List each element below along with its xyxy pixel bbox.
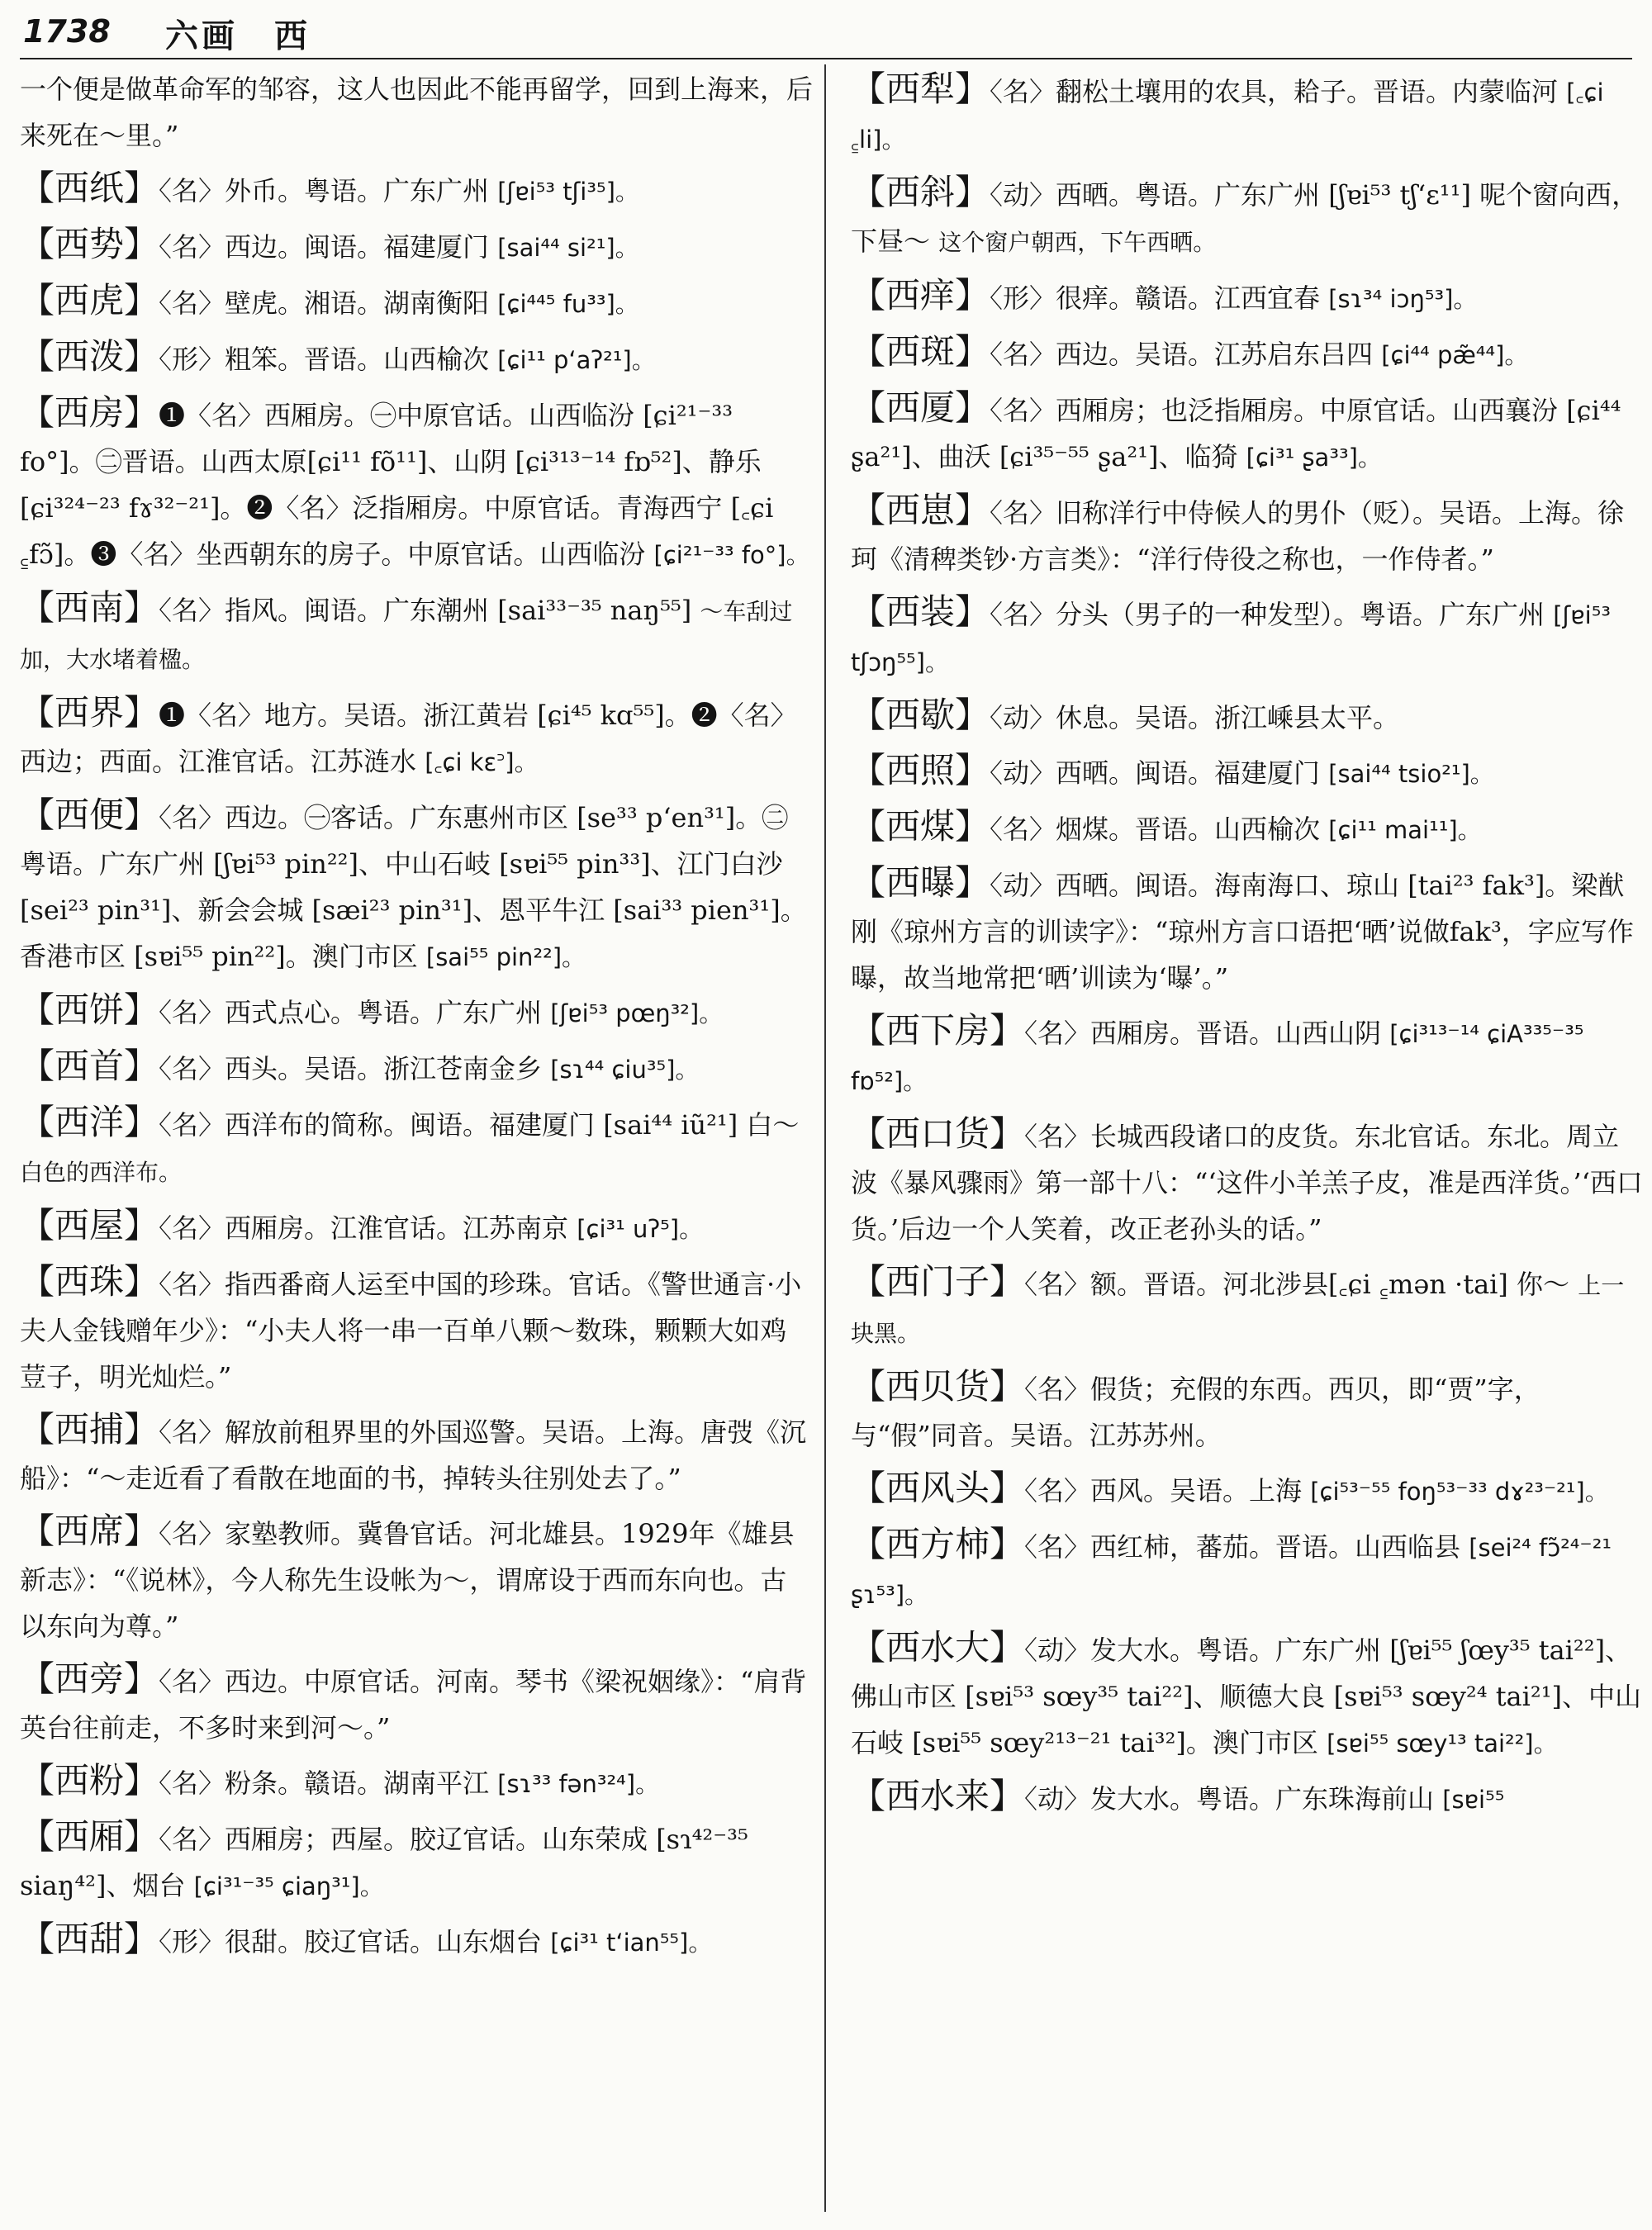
dictionary-entry xyxy=(20,690,813,785)
entry-definition: 〈名〉旧称洋行中侍候人的男仆（贬）。吴语。上海。徐珂《清稗类钞·方言类》：“洋行侍役之称也，一作侍者。” xyxy=(851,497,1625,575)
entry-pronunciation: 白色的西洋布。 xyxy=(20,1159,183,1186)
entry-definition: ❶〈名〉西厢房。㊀中原官话。山西临汾 [ɕi²¹⁻³³ fo°]。㊁晋语。山西太原[ɕi¹¹ fõ¹¹]、山阴 [ɕi³¹³⁻¹⁴ fɒ⁵²]、静乐[ɕi³²⁴⁻²³ fɤ³²⁻²¹]。❷〈名〉泛指厢房。中原官话。青海西宁 [꜀ɕi ꜁fɔ̃]。❸〈名〉坐西朝东的房子。中原官话。山西临汾 xyxy=(20,400,774,570)
entry-definition: 〈名〉指西番商人运至中国的珍珠。官话。《警世通言·小夫人金钱赠年少》：“小夫人将一串一百单八颗～数珠，颗颗大如鸡荳子，明光灿烂。” xyxy=(20,1269,802,1393)
entry-headword: 【西斑】 xyxy=(851,331,990,372)
dictionary-entry xyxy=(851,1364,1644,1459)
entry-definition: 〈名〉外币。粤语。广东广州 xyxy=(159,175,490,206)
dictionary-entry xyxy=(851,692,1644,741)
entry-definition: 〈名〉西厢房；也泛指厢房。中原官话。山西襄汾 [ɕi⁴⁴ ʂa²¹]、曲沃 [ɕi³⁵⁻⁵⁵ ʂa²¹]、临猗 xyxy=(851,395,1621,472)
entry-pronunciation: [ɕi³¹⁻³⁵ ɕiaŋ³¹]。 xyxy=(193,1872,384,1900)
dictionary-entry xyxy=(851,1521,1644,1618)
dictionary-entry xyxy=(851,66,1644,163)
entry-headword: 【西厢】 xyxy=(20,1816,159,1857)
entry-pronunciation: [ʃɐi⁵³ pœŋ³²]。 xyxy=(550,999,724,1027)
entry-pronunciation: [ʃɐi⁵³ tʃi³⁵]。 xyxy=(497,178,639,206)
entry-definition: 〈名〉家塾教师。冀鲁官话。河北雄县。1929年《雄县新志》：“《说林》，今人称先生设帐为～，谓席设于西而东向也。古以东向为尊。” xyxy=(20,1518,795,1642)
entry-definition: 〈名〉西式点心。粤语。广东广州 xyxy=(159,997,543,1028)
entry-pronunciation: [꜀ɕi ꜁li]。 xyxy=(851,78,1604,154)
dictionary-entry xyxy=(851,1465,1644,1515)
entry-headword: 【西界】 xyxy=(20,692,159,733)
dictionary-entry xyxy=(20,1758,813,1807)
entry-definition: 〈名〉西厢房；西屋。胶辽官话。山东荣成 [sɿ⁴²⁻³⁵ siaŋ⁴²]、烟台 xyxy=(20,1824,748,1901)
entry-pronunciation: ～车刮过加，大水堵着楹。 xyxy=(20,598,793,673)
dictionary-entry xyxy=(20,585,813,683)
entry-definition: 〈名〉指风。闽语。广东潮州 [sai³³⁻³⁵ naŋ⁵⁵] xyxy=(159,595,692,626)
entry-definition: 〈动〉西晒。闽语。福建厦门 xyxy=(990,757,1321,789)
entry-definition: 〈名〉壁虎。湘语。湖南衡阳 xyxy=(159,287,490,319)
entry-headword: 【西水来】 xyxy=(851,1776,1025,1816)
entry-definition: 〈动〉发大水。粤语。广东珠海前山 xyxy=(1024,1783,1435,1815)
column-divider xyxy=(824,64,826,2212)
dictionary-entry xyxy=(851,169,1644,266)
dictionary-entry xyxy=(851,1773,1644,1823)
entry-definition: 〈名〉西红柿，蕃茄。晋语。山西临县 xyxy=(1024,1531,1461,1563)
entry-headword: 【西门子】 xyxy=(851,1261,1025,1302)
dictionary-entry xyxy=(851,1259,1644,1357)
entry-headword: 【西洋】 xyxy=(20,1102,159,1142)
dictionary-entry xyxy=(851,747,1644,797)
entry-definition: 〈动〉西晒。闽语。海南海口、琼山 [tai²³ fak³]。梁猷刚《琼州方言的训读字》：“琼州方言口语把‘晒’说做fak³，字应写作曝，故当地常把‘晒’训读为‘曝’。” xyxy=(851,870,1634,994)
entry-definition: 〈名〉解放前租界里的外国巡警。吴语。上海。唐弢《沉船》：“～走近看了看散在地面的书，掉转头往别处去了。” xyxy=(20,1416,807,1494)
entry-definition: 〈名〉烟煤。晋语。山西榆次 xyxy=(990,814,1321,845)
entry-headword: 【西便】 xyxy=(20,795,159,835)
entry-pronunciation: [ʃɐi⁵³ tʃɔŋ⁵⁵]。 xyxy=(851,601,1611,676)
entry-definition: 〈名〉西边。吴语。江苏启东吕四 xyxy=(990,339,1374,370)
dictionary-entry xyxy=(851,1111,1644,1252)
entry-definition: 〈名〉西边。中原官话。河南。琴书《梁祝姻缘》：“肩背英台往前走，不多时来到河～。” xyxy=(20,1666,807,1744)
entry-headword: 【西房】 xyxy=(20,392,159,433)
entry-headword: 【西痒】 xyxy=(851,275,990,316)
entry-headword: 【西水大】 xyxy=(851,1627,1025,1668)
entry-pronunciation: [sɐi⁵⁵ sœy¹³ tai²²]。 xyxy=(1327,1729,1558,1758)
dictionary-entry xyxy=(20,1814,813,1910)
dictionary-entry xyxy=(851,589,1644,686)
entry-definition: 〈名〉西厢房。晋语。山西山阴 xyxy=(1024,1018,1382,1049)
entry-headword: 【西屋】 xyxy=(20,1205,159,1245)
entry-pronunciation: [sei²⁴ fɔ̃²⁴⁻²¹ ʂɿ⁵³]。 xyxy=(851,1534,1612,1609)
entry-headword: 【西装】 xyxy=(851,591,990,632)
dictionary-entry xyxy=(20,278,813,327)
entry-headword: 【西歇】 xyxy=(851,695,990,735)
entry-headword: 【西贝货】 xyxy=(851,1366,1025,1407)
entry-definition: 〈名〉长城西段诸口的皮货。东北官话。东北。周立波《暴风骤雨》第一部十八：“‘这件小羊羔子皮，准是西洋货。’‘西口货。’后边一个人笑着，改正老孙头的话。” xyxy=(851,1121,1643,1245)
dictionary-entry xyxy=(20,792,813,980)
entry-headword: 【西下房】 xyxy=(851,1010,1025,1051)
entry-headword: 【西粉】 xyxy=(20,1760,159,1801)
page-header xyxy=(0,0,1652,64)
section-heading: 六画 西 xyxy=(165,17,311,55)
dictionary-entry xyxy=(851,804,1644,853)
entry-headword: 【西方柿】 xyxy=(851,1524,1025,1564)
dictionary-entry xyxy=(20,987,813,1037)
entry-pronunciation: [ɕi³¹³⁻¹⁴ ɕiA³³⁵⁻³⁵ fɒ⁵²]。 xyxy=(851,1020,1584,1095)
dictionary-entry xyxy=(20,1407,813,1502)
entry-pronunciation: [ɕi³¹ tʻian⁵⁵]。 xyxy=(550,1929,713,1957)
entry-headword: 【西捕】 xyxy=(20,1409,159,1450)
entry-pronunciation: [ɕi⁴⁴⁵ fu³³]。 xyxy=(497,290,639,318)
entry-headword: 【西首】 xyxy=(20,1046,159,1086)
entry-headword: 【西旁】 xyxy=(20,1658,159,1699)
entry-definition: 〈名〉西头。吴语。浙江苍南金乡 xyxy=(159,1053,543,1084)
entry-pronunciation: [ɕi⁴⁴ pæ̃⁴⁴]。 xyxy=(1381,341,1529,369)
entry-pronunciation: [sɿ³³ fən³²⁴]。 xyxy=(497,1770,660,1798)
entry-pronunciation: [꜀ɕi kɛ꜄]。 xyxy=(425,748,539,776)
entry-pronunciation: 上一块黑。 xyxy=(851,1272,1625,1347)
entry-pronunciation: 这个窗户朝西，下午西晒。 xyxy=(938,229,1217,256)
entry-pronunciation: [ɕi¹¹ mai¹¹]。 xyxy=(1328,816,1482,844)
entry-headword: 【西席】 xyxy=(20,1511,159,1551)
page-number: 1738 xyxy=(23,13,111,50)
right-column xyxy=(851,66,1644,1829)
entry-definition: 〈形〉很甜。胶辽官话。山东烟台 xyxy=(159,1926,543,1957)
entry-definition: 〈名〉粉条。赣语。湖南平江 xyxy=(159,1767,490,1799)
entry-headword: 【西甜】 xyxy=(20,1919,159,1959)
entry-definition: 〈名〉假货；充假的东西。西贝，即“贾”字，与“假”同音。吴语。江苏苏州。 xyxy=(851,1374,1540,1451)
entry-headword: 【西虎】 xyxy=(20,280,159,320)
entry-definition: 〈名〉西风。吴语。上海 xyxy=(1024,1475,1303,1506)
dictionary-entry xyxy=(20,390,813,578)
entry-headword: 【西斜】 xyxy=(851,172,990,212)
entry-headword: 【西南】 xyxy=(20,587,159,628)
entry-pronunciation: [ɕi³¹ ʂa³³]。 xyxy=(1246,444,1382,472)
entry-headword: 【西势】 xyxy=(20,224,159,264)
entry-headword: 【西煤】 xyxy=(851,806,990,847)
entry-pronunciation: [ɕi³¹ uʔ⁵]。 xyxy=(577,1215,704,1243)
entry-headword: 【西泼】 xyxy=(20,336,159,377)
dictionary-entry xyxy=(20,1916,813,1966)
dictionary-entry xyxy=(20,165,813,215)
dictionary-entry xyxy=(851,860,1644,1001)
left-column xyxy=(20,66,813,1972)
entry-headword: 【西照】 xyxy=(851,750,990,790)
dictionary-entry xyxy=(851,329,1644,378)
entry-definition: 〈动〉发大水。粤语。广东广州 [ʃɐi⁵⁵ ʃœy³⁵ tai²²]、佛山市区 [sɐi⁵³ sœy³⁵ tai²²]、顺德大良 [sɐi⁵³ sœy²⁴ tai²¹]、中山石岐 [sɐi⁵⁵ sœy²¹³⁻²¹ tai³²]。澳门市区 xyxy=(851,1635,1642,1758)
entry-headword: 【西珠】 xyxy=(20,1261,159,1302)
entry-headword: 【西饼】 xyxy=(20,989,159,1030)
entry-headword: 【西纸】 xyxy=(20,168,159,208)
entry-definition: 〈形〉很痒。赣语。江西宜春 xyxy=(990,282,1321,314)
entry-pronunciation: [sɿ³⁴ iɔŋ⁵³]。 xyxy=(1328,285,1478,313)
entry-pronunciation: [ɕi⁵³⁻⁵⁵ foŋ⁵³⁻³³ dɤ²³⁻²¹]。 xyxy=(1310,1478,1609,1506)
entry-definition: 〈形〉粗笨。晋语。山西榆次 xyxy=(159,344,490,375)
dictionary-entry xyxy=(851,487,1644,582)
entry-pronunciation: [ɕi²¹⁻³³ fo°]。 xyxy=(653,541,810,569)
dictionary-entry xyxy=(20,1099,813,1196)
dictionary-entry xyxy=(20,1656,813,1751)
entry-pronunciation: [sai⁴⁴ si²¹]。 xyxy=(497,234,639,262)
dictionary-entry xyxy=(851,1625,1644,1767)
entry-definition: ❶〈名〉地方。吴语。浙江黄岩 [ɕi⁴⁵ kɑ⁵⁵]。❷〈名〉西边；西面。江淮官话。江苏涟水 xyxy=(20,700,797,777)
dictionary-entry xyxy=(851,385,1644,481)
entry-pronunciation: [sai⁵⁵ pin²²]。 xyxy=(425,943,586,971)
entry-definition: 〈名〉西厢房。江淮官话。江苏南京 xyxy=(159,1212,569,1244)
entry-pronunciation: [sɿ⁴⁴ ɕiu³⁵]。 xyxy=(550,1056,700,1084)
dictionary-entry xyxy=(20,1203,813,1252)
dictionary-entry xyxy=(20,221,813,271)
entry-headword: 【西崽】 xyxy=(851,490,990,530)
entry-definition: 〈名〉翻松土壤用的农具，耠子。晋语。内蒙临河 xyxy=(990,76,1559,107)
dictionary-entry xyxy=(20,1259,813,1400)
entry-headword: 【西口货】 xyxy=(851,1113,1025,1154)
dictionary-entry xyxy=(20,1043,813,1093)
entry-pronunciation: [ɕi¹¹ pʻaʔ²¹]。 xyxy=(497,346,656,374)
dictionary-entry xyxy=(20,1508,813,1649)
entry-pronunciation: [sai⁴⁴ tsio²¹]。 xyxy=(1328,760,1494,788)
entry-definition: 〈名〉额。晋语。河北涉县[꜀ɕi ꜁mən ·tai] 你～ xyxy=(1024,1269,1570,1300)
continuation-text: 一个便是做革命军的邹容，这人也因此不能再留学，回到上海来，后来死在～里。” xyxy=(20,74,813,151)
entry-definition: 〈动〉西晒。粤语。广东广州 [ʃɐi⁵³ tʃʻɛ¹¹] 呢个窗向西，下昼～ xyxy=(851,179,1639,257)
dictionary-entry xyxy=(20,334,813,383)
entry-definition: 〈名〉西边。闽语。福建厦门 xyxy=(159,231,490,263)
entry-definition: 〈名〉西边。㊀客话。广东惠州市区 [se³³ pʻen³¹]。㊁粤语。广东广州 [ʃɐi⁵³ pin²²]、中山石岐 [sɐi⁵⁵ pin³³]、江门白沙 [sei²³ pin³¹]、新会会城 [sæi²³ pin³¹]、恩平牛江 [sai³³ pien³¹]。香港市区 [sɐi⁵⁵ pin²²]。澳门市区 xyxy=(20,802,807,972)
entry-headword: 【西风头】 xyxy=(851,1468,1025,1508)
entry-definition: 〈动〉休息。吴语。浙江嵊县太平。 xyxy=(990,702,1400,733)
entry-headword: 【西曝】 xyxy=(851,862,990,903)
entry-headword: 【西犁】 xyxy=(851,69,990,109)
dictionary-entry xyxy=(851,1008,1644,1104)
entry-definition: 〈名〉西洋布的简称。闽语。福建厦门 [sai⁴⁴ iũ²¹] 白～ xyxy=(159,1109,800,1141)
entry-headword: 【西厦】 xyxy=(851,387,990,428)
dictionary-entry xyxy=(851,273,1644,322)
entry-pronunciation: [sɐi⁵⁵ xyxy=(1442,1786,1505,1814)
entry-definition: 〈名〉分头（男子的一种发型）。粤语。广东广州 xyxy=(990,599,1545,630)
header-rule xyxy=(20,58,1632,59)
